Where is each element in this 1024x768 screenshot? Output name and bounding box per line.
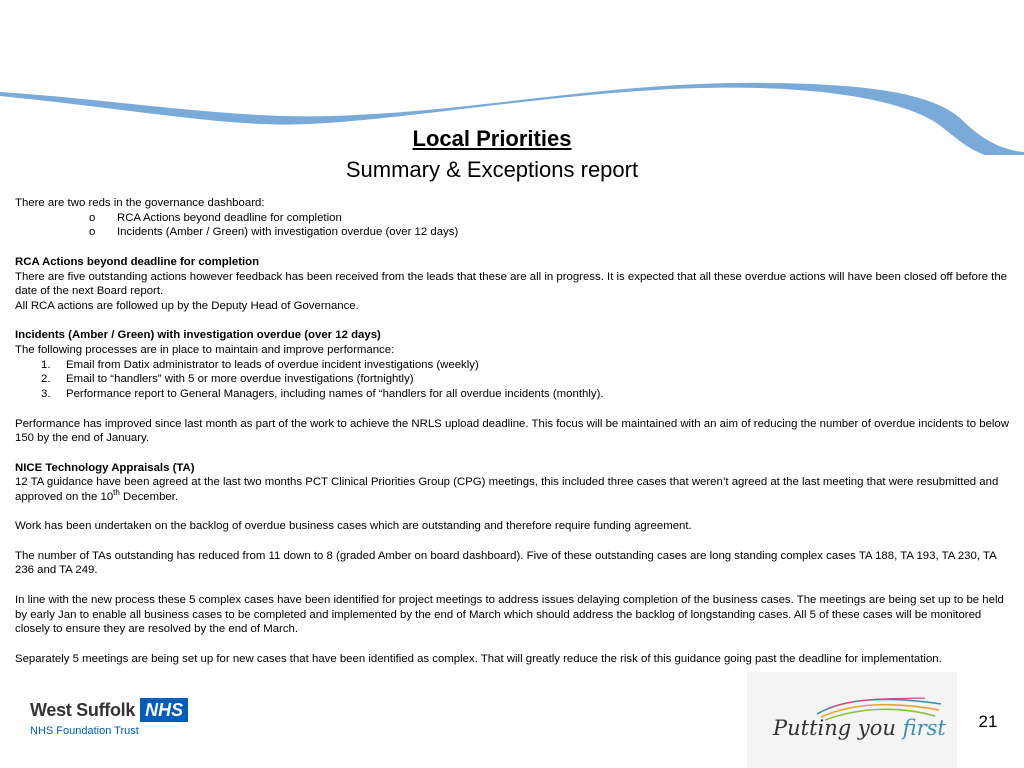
title-block <box>0 124 984 186</box>
nice-paragraph-2: Work has been undertaken on the backlog of overdue business cases which are outstanding and therefore require funding agreement. <box>15 520 692 533</box>
list-item: 2. Email to “handlers” with 5 or more overdue investigations (fortnightly) <box>41 373 414 386</box>
page-title: Local Priorities <box>412 126 572 151</box>
nice-paragraph-3: The number of TAs outstanding has reduced from 11 down to 8 (graded Amber on board dashboard). Five of these outstanding cases are long standing complex cases TA 188, TA 193, TA 230, TA 236 and TA 249. <box>15 549 997 577</box>
rca-followup: All RCA actions are followed up by the Deputy Head of Governance. <box>15 299 359 312</box>
circle-bullet-icon: o <box>89 226 96 239</box>
slogan-logo <box>747 672 957 768</box>
slogan-text: Putting you first <box>773 716 946 740</box>
list-item: o RCA Actions beyond deadline for completion <box>89 211 342 224</box>
process-list <box>15 358 1009 402</box>
nice-paragraph-1: 12 TA guidance have been agreed at the last two months PCT Clinical Priorities Group (CPG) meetings, this included three cases that weren’t agreed at the last meeting that were resubmitted and approved on the 10th December. <box>15 476 999 503</box>
list-item: o Incidents (Amber / Green) with investigation overdue (over 12 days) <box>89 226 459 239</box>
nice-heading: NICE Technology Appraisals (TA) <box>15 461 195 474</box>
rca-paragraph: There are five outstanding actions however feedback has been received from the leads that these are all in progress. It is expected that all these overdue actions will have been closed off before the date of the next Board report. <box>15 270 1008 298</box>
intro-text: There are two reds in the governance dashboard: <box>15 197 265 209</box>
rca-heading: RCA Actions beyond deadline for completion <box>15 255 260 268</box>
org-name: West Suffolk <box>30 699 136 720</box>
org-subtitle: NHS Foundation Trust <box>30 725 139 737</box>
incidents-heading: Incidents (Amber / Green) with investigation overdue (over 12 days) <box>15 329 381 342</box>
page-subtitle: Summary & Exceptions report <box>345 157 639 182</box>
red-items-list <box>15 211 1009 240</box>
circle-bullet-icon: o <box>89 211 96 224</box>
nhs-badge: NHS <box>140 698 188 722</box>
west-suffolk-logo <box>30 698 188 737</box>
report-body <box>15 196 1009 666</box>
incidents-intro: The following processes are in place to maintain and improve performance: <box>15 344 395 356</box>
page-number: 21 <box>978 712 998 731</box>
nice-paragraph-5: Separately 5 meetings are being set up for new cases that have been identified as complex. That will greatly reduce the risk of this guidance going past the deadline for implementation. <box>15 652 942 665</box>
performance-paragraph: Performance has improved since last month as part of the work to achieve the NRLS upload deadline. This focus will be maintained with an aim of reducing the number of overdue incidents to below 150 by the end of January. <box>15 417 1009 445</box>
list-item: 1. Email from Datix administrator to leads of overdue incident investigations (weekly) <box>41 358 479 371</box>
list-item: 3. Performance report to General Managers, including names of “handlers for all overdue incidents (monthly). <box>41 388 604 401</box>
nice-paragraph-4: In line with the new process these 5 complex cases have been identified for project meetings to address issues delaying completion of the business cases. The meetings are being set up to be held by early Jan to enable all business cases to be completed and implemented by the end of March which should address the backlog of longstanding cases. All 5 of these cases will be monitored closely to ensure they are resolved by the end of March. <box>15 593 1004 636</box>
